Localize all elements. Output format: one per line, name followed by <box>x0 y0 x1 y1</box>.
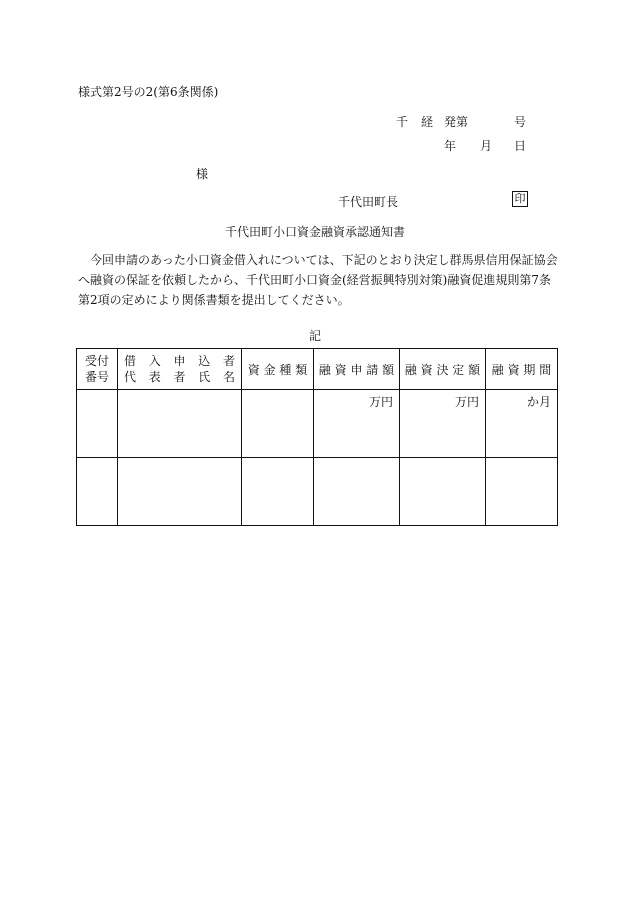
ki-heading: 記 <box>308 329 321 343</box>
cell-applicant <box>118 458 242 526</box>
cell-decided-amount: 万円 <box>400 390 486 458</box>
cell-receipt-number <box>77 458 118 526</box>
document-number <box>0 113 630 127</box>
header-fund-type: 資 金 種 類 <box>242 349 314 390</box>
issue-date <box>0 137 630 151</box>
header-receipt-number: 受付 番号 <box>77 349 118 390</box>
date-month: 月 <box>480 139 493 153</box>
cell-decided-amount <box>400 458 486 526</box>
table-row <box>77 458 558 526</box>
body-text: 今回申請のあった小口資金借入れについては、下記のとおり決定し群馬県信用保証協会へ融資の保証を依頼したから、千代田町小口資金(経営振興特別対策)融資促進規則第7条第2項の定めにより関係書類を提出してください。 <box>78 253 558 307</box>
header-loan-period: 融 資 期 間 <box>486 349 558 390</box>
issuer-name: 千代田町長 <box>338 195 399 209</box>
recipient-suffix: 様 <box>196 167 209 181</box>
form-number: 様式第2号の2(第6条関係) <box>78 85 219 99</box>
doc-number-prefix-2: 経 <box>421 115 434 129</box>
cell-fund-type <box>242 458 314 526</box>
seal-mark: 印 <box>512 191 528 207</box>
header-applied-amount: 融 資 申 請 額 <box>314 349 400 390</box>
table-header-row <box>77 349 558 390</box>
header-decided-amount: 融 資 決 定 額 <box>400 349 486 390</box>
table-row <box>77 390 558 458</box>
doc-number-suffix: 号 <box>514 115 527 129</box>
header-applicant: 借 入 申 込 者 代 表 者 氏 名 <box>118 349 242 390</box>
doc-number-prefix-3: 発第 <box>444 115 469 129</box>
loan-table <box>76 348 558 526</box>
date-day: 日 <box>514 139 527 153</box>
cell-loan-period <box>486 458 558 526</box>
cell-applicant <box>118 390 242 458</box>
date-year: 年 <box>444 139 457 153</box>
cell-receipt-number <box>77 390 118 458</box>
document-title: 千代田町小口資金融資承認通知書 <box>224 225 405 239</box>
cell-loan-period: か月 <box>486 390 558 458</box>
cell-applied-amount <box>314 458 400 526</box>
cell-fund-type <box>242 390 314 458</box>
doc-number-prefix-1: 千 <box>396 115 409 129</box>
cell-applied-amount: 万円 <box>314 390 400 458</box>
